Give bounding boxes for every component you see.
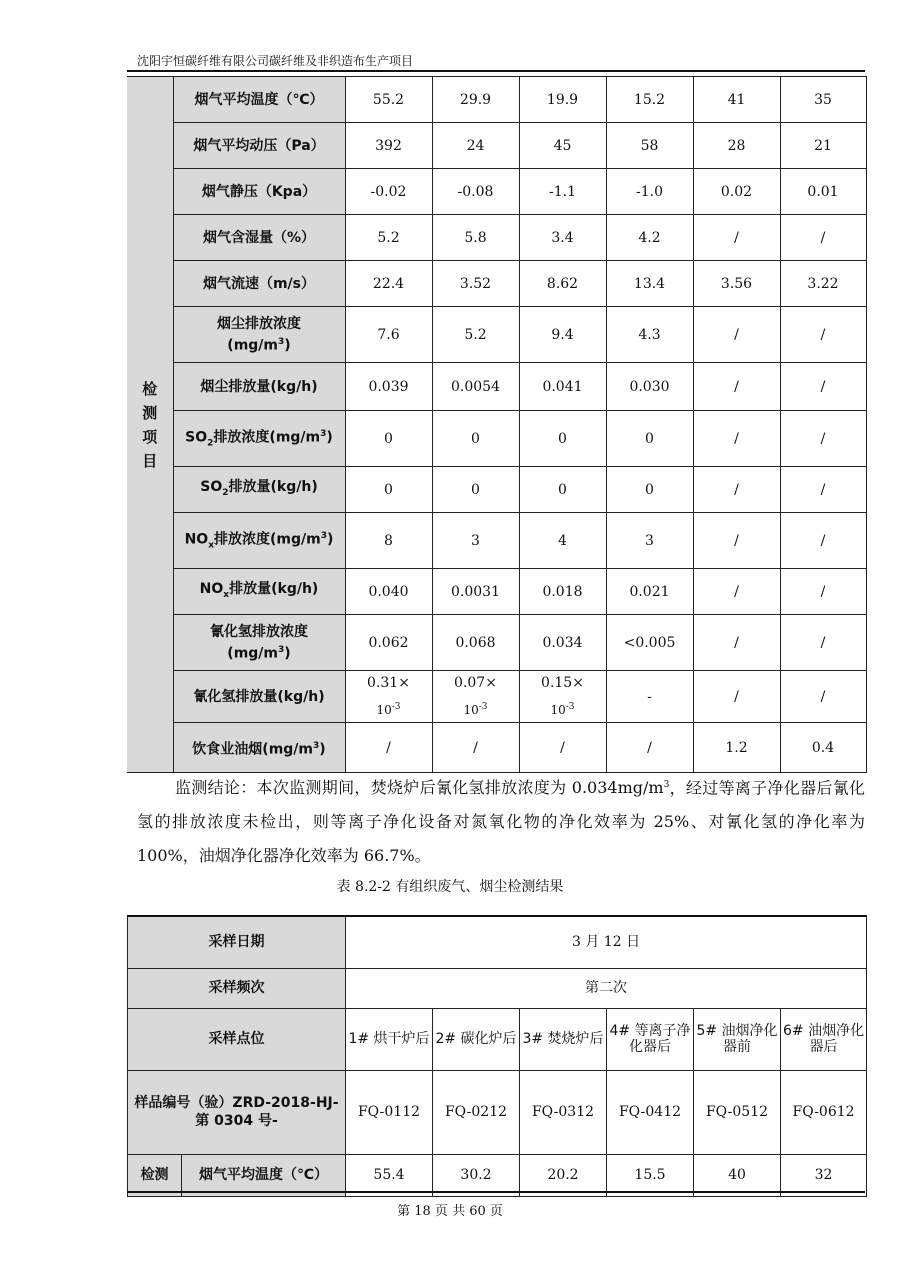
table-cell: 3.52 bbox=[432, 261, 519, 307]
table-cell: 392 bbox=[345, 123, 432, 169]
table-cell: -1.1 bbox=[519, 169, 606, 215]
table-cell: / bbox=[432, 723, 519, 773]
row-label-part: ) bbox=[326, 429, 333, 446]
sample-point-cell: 5# 油烟净化器前 bbox=[694, 1008, 781, 1070]
sample-point-cell: 2# 碳化炉后 bbox=[433, 1008, 520, 1070]
sample-number-cell: FQ-0312 bbox=[520, 1070, 607, 1154]
table-cell: / bbox=[606, 723, 693, 773]
table-cell: 0 bbox=[345, 467, 432, 513]
sample-point-label: 采样点位 bbox=[128, 1008, 346, 1070]
table-row bbox=[127, 467, 866, 513]
row-label-part: 3 bbox=[278, 336, 285, 347]
conclusion-paragraph bbox=[137, 768, 865, 873]
side-label-char: 目 bbox=[142, 451, 158, 470]
table-cell: / bbox=[780, 307, 866, 363]
conclusion-part2: ，经过等离子净化器后氰化氢的排放浓度未检出，则等离子净化设备对氮氧化物的净化效率为 25%、对氰化氢的净化率为 100%，油烟净化器净化效率为 66.7%。 bbox=[137, 778, 865, 866]
table-cell: / bbox=[693, 307, 780, 363]
table-cell: 3 bbox=[606, 513, 693, 569]
footer-rule bbox=[127, 1191, 865, 1193]
page-footer: 第 18 页 共 60 页 bbox=[397, 1204, 503, 1219]
row-label bbox=[173, 261, 345, 307]
row-label-part: 烟尘排放量(kg/h) bbox=[200, 378, 318, 395]
table-cell: 3 bbox=[432, 513, 519, 569]
row-label-part: 烟尘排放浓度 bbox=[217, 315, 301, 332]
temp-cell: 15.5 bbox=[607, 1154, 694, 1196]
cell-exponent: -3 bbox=[391, 702, 401, 712]
table-row bbox=[127, 215, 866, 261]
table-row bbox=[127, 123, 866, 169]
conclusion-part1: 监测结论：本次监测期间，焚烧炉后氰化氢排放浓度为 0.034mg/m bbox=[175, 778, 664, 798]
row-label-part: ) bbox=[284, 337, 291, 354]
temp-cell: 32 bbox=[781, 1154, 867, 1196]
table-cell: 24 bbox=[432, 123, 519, 169]
row-label bbox=[173, 723, 345, 773]
table-cell: / bbox=[693, 363, 780, 411]
table-cell: 8.62 bbox=[519, 261, 606, 307]
row-label-part: 氰化氢排放量(kg/h) bbox=[193, 688, 325, 705]
row-label-part: ) bbox=[327, 531, 334, 548]
row-label-part: 烟气平均动压（Pa） bbox=[193, 137, 325, 154]
row-label-part: 2 bbox=[222, 487, 229, 498]
cell-base bbox=[433, 695, 519, 722]
row-label bbox=[173, 363, 345, 411]
row-label-part: 排放量(kg/h) bbox=[228, 478, 318, 495]
table-cell: 0.030 bbox=[606, 363, 693, 411]
detect-label: 检测 bbox=[128, 1154, 182, 1196]
row-label-part: 排放浓度(mg/m bbox=[213, 429, 321, 446]
table-cell: 5.2 bbox=[345, 215, 432, 261]
table-cell: 7.6 bbox=[345, 307, 432, 363]
row-label-part: 排放浓度(mg/m bbox=[214, 531, 321, 548]
table-cell: / bbox=[780, 513, 866, 569]
row-label-part: ) bbox=[319, 741, 326, 758]
table-cell: / bbox=[693, 215, 780, 261]
table-cell: <0.005 bbox=[606, 615, 693, 671]
table-cell: -0.08 bbox=[432, 169, 519, 215]
row-label bbox=[173, 77, 345, 123]
row-label-part: NO bbox=[199, 580, 224, 597]
table-cell: 35 bbox=[780, 77, 866, 123]
table-cell: - bbox=[606, 671, 693, 723]
table-cell: 0 bbox=[432, 467, 519, 513]
table-cell: -1.0 bbox=[606, 169, 693, 215]
temp-cell: 20.2 bbox=[520, 1154, 607, 1196]
table-cell: / bbox=[780, 569, 866, 615]
table-cell: 28 bbox=[693, 123, 780, 169]
cell-base-num: 10 bbox=[550, 703, 566, 717]
row-label bbox=[173, 123, 345, 169]
table-cell: 0.01 bbox=[780, 169, 866, 215]
table-cell: / bbox=[693, 467, 780, 513]
table-row bbox=[127, 307, 866, 363]
detection-items-side-label bbox=[127, 77, 173, 773]
table-cell: 4.2 bbox=[606, 215, 693, 261]
sample-date-value: 3 月 12 日 bbox=[346, 916, 867, 968]
table-cell: 29.9 bbox=[432, 77, 519, 123]
row-label-part: 饮食业油烟(mg/m bbox=[192, 741, 314, 758]
row-label bbox=[173, 411, 345, 467]
table-row bbox=[127, 723, 866, 773]
table-row bbox=[127, 261, 866, 307]
table-row bbox=[127, 169, 866, 215]
table-cell: 0.0031 bbox=[432, 569, 519, 615]
row-label-part: 烟气流速（m/s） bbox=[202, 275, 316, 292]
table-cell: 0 bbox=[519, 411, 606, 467]
temp-label: 烟气平均温度（℃） bbox=[182, 1154, 346, 1196]
table-cell: 0.018 bbox=[519, 569, 606, 615]
row-label-part: 排放量(kg/h) bbox=[229, 580, 319, 597]
row-label-part: 3 bbox=[313, 740, 320, 751]
table-cell: 1.2 bbox=[693, 723, 780, 773]
table-cell: / bbox=[780, 363, 866, 411]
table-cell: / bbox=[780, 467, 866, 513]
row-label-part: SO bbox=[185, 429, 208, 446]
sample-number-cell: FQ-0412 bbox=[607, 1070, 694, 1154]
table-cell: 0.062 bbox=[345, 615, 432, 671]
table-cell: 3.22 bbox=[780, 261, 866, 307]
row-label-part: 烟气含湿量（%） bbox=[202, 229, 316, 246]
row-label-part: 氰化氢排放浓度 bbox=[210, 623, 308, 640]
table-cell: 0 bbox=[432, 411, 519, 467]
sample-number-cell: FQ-0612 bbox=[781, 1070, 867, 1154]
table-cell: 13.4 bbox=[606, 261, 693, 307]
row-label-part: 2 bbox=[207, 438, 214, 449]
row-label bbox=[173, 569, 345, 615]
table-cell: 21 bbox=[780, 123, 866, 169]
table-cell: / bbox=[693, 615, 780, 671]
side-label-char: 项 bbox=[142, 427, 158, 446]
cell-mantissa: 0.07× bbox=[454, 675, 497, 691]
table-cell: 0.034 bbox=[519, 615, 606, 671]
table-cell: / bbox=[519, 723, 606, 773]
table-caption: 表 8.2-2 有组织废气、烟尘检测结果 bbox=[336, 879, 564, 895]
table-cell: 3.56 bbox=[693, 261, 780, 307]
table-cell: / bbox=[693, 671, 780, 723]
sample-point-cell: 6# 油烟净化器后 bbox=[781, 1008, 867, 1070]
table-cell: 15.2 bbox=[606, 77, 693, 123]
row-label-part: ) bbox=[284, 645, 291, 662]
row-label bbox=[173, 169, 345, 215]
table-cell bbox=[432, 671, 519, 723]
row-label-part: 3 bbox=[320, 428, 327, 439]
sample-number-label: 样品编号（验）ZRD-2018-HJ-第 0304 号- bbox=[128, 1070, 346, 1154]
cell-exponent: -3 bbox=[478, 702, 488, 712]
table-cell: 0.021 bbox=[606, 569, 693, 615]
row-label-part: x bbox=[223, 589, 230, 600]
table-cell: 0.4 bbox=[780, 723, 866, 773]
table-cell: 55.2 bbox=[345, 77, 432, 123]
row-label-part: (mg/m bbox=[227, 645, 279, 662]
sample-point-cell: 3# 焚烧炉后 bbox=[520, 1008, 607, 1070]
temp-cell: 30.2 bbox=[433, 1154, 520, 1196]
row-label bbox=[173, 467, 345, 513]
table-cell: 5.2 bbox=[432, 307, 519, 363]
side-label-char: 测 bbox=[142, 403, 158, 422]
table-cell bbox=[345, 671, 432, 723]
table-cell: 8 bbox=[345, 513, 432, 569]
table-row bbox=[127, 615, 866, 671]
table-row bbox=[127, 363, 866, 411]
table-cell: 0.041 bbox=[519, 363, 606, 411]
table-cell: / bbox=[780, 215, 866, 261]
sample-number-cell: FQ-0112 bbox=[346, 1070, 433, 1154]
table-cell: 0 bbox=[345, 411, 432, 467]
table-cell: / bbox=[693, 513, 780, 569]
table-cell: 0.068 bbox=[432, 615, 519, 671]
table-cell: / bbox=[780, 671, 866, 723]
row-label-part: NO bbox=[184, 531, 209, 548]
table-cell: 0.039 bbox=[345, 363, 432, 411]
sample-freq-value: 第二次 bbox=[346, 968, 867, 1008]
row-label bbox=[173, 615, 345, 671]
table-cell: 0.040 bbox=[345, 569, 432, 615]
table-cell: 5.8 bbox=[432, 215, 519, 261]
cell-base-num: 10 bbox=[463, 703, 479, 717]
table-cell: 19.9 bbox=[519, 77, 606, 123]
temp-cell: 55.4 bbox=[346, 1154, 433, 1196]
sample-point-cell: 4# 等离子净化器后 bbox=[607, 1008, 694, 1070]
header-rule bbox=[127, 70, 865, 72]
row-label bbox=[173, 307, 345, 363]
row-label-part: 烟气静压（Kpa） bbox=[201, 183, 317, 200]
sample-point-cell: 1# 烘干炉后 bbox=[346, 1008, 433, 1070]
sample-freq-label: 采样频次 bbox=[128, 968, 346, 1008]
row-label-part: 3 bbox=[320, 530, 327, 541]
cell-base-num: 10 bbox=[376, 703, 392, 717]
temp-cell: 40 bbox=[694, 1154, 781, 1196]
table-cell: 0.02 bbox=[693, 169, 780, 215]
table-cell: 3.4 bbox=[519, 215, 606, 261]
row-label-part: (mg/m bbox=[227, 337, 279, 354]
table-cell: 0 bbox=[519, 467, 606, 513]
table-cell: / bbox=[693, 569, 780, 615]
cell-base bbox=[520, 695, 606, 722]
table-cell: 9.4 bbox=[519, 307, 606, 363]
table-cell: / bbox=[693, 411, 780, 467]
sample-number-cell: FQ-0212 bbox=[433, 1070, 520, 1154]
table-cell: 0 bbox=[606, 467, 693, 513]
table-cell: 0.0054 bbox=[432, 363, 519, 411]
cell-mantissa: 0.15× bbox=[541, 675, 584, 691]
table-cell bbox=[519, 671, 606, 723]
row-label-part: x bbox=[208, 540, 215, 551]
row-label-part: 烟气平均温度（℃） bbox=[194, 91, 324, 108]
table-row bbox=[127, 671, 866, 723]
table-cell: 58 bbox=[606, 123, 693, 169]
conclusion-sup: 3 bbox=[663, 780, 670, 790]
table-cell: -0.02 bbox=[345, 169, 432, 215]
table-cell: / bbox=[780, 615, 866, 671]
sample-number-cell: FQ-0512 bbox=[694, 1070, 781, 1154]
table-cell: / bbox=[345, 723, 432, 773]
table-cell: 45 bbox=[519, 123, 606, 169]
page-header: 沈阳宇恒碳纤维有限公司碳纤维及非织造布生产项目 bbox=[137, 54, 414, 68]
detection-table-continued bbox=[127, 76, 867, 773]
row-label-part: 3 bbox=[278, 644, 285, 655]
cell-exponent: -3 bbox=[565, 702, 575, 712]
table-row bbox=[127, 411, 866, 467]
row-label-part: SO bbox=[200, 478, 223, 495]
table-cell: 41 bbox=[693, 77, 780, 123]
row-label bbox=[173, 215, 345, 261]
table-cell: 4.3 bbox=[606, 307, 693, 363]
row-label bbox=[173, 513, 345, 569]
table-cell: 22.4 bbox=[345, 261, 432, 307]
cell-base bbox=[346, 695, 432, 722]
table-row bbox=[127, 513, 866, 569]
table-cell: 4 bbox=[519, 513, 606, 569]
sample-date-label: 采样日期 bbox=[128, 916, 346, 968]
cell-mantissa: 0.31× bbox=[367, 675, 410, 691]
table-row bbox=[127, 569, 866, 615]
table-cell: 0 bbox=[606, 411, 693, 467]
detection-table-2 bbox=[127, 915, 867, 1197]
side-label-char: 检 bbox=[142, 379, 158, 398]
row-label bbox=[173, 671, 345, 723]
table-cell: / bbox=[780, 411, 866, 467]
table-row bbox=[127, 77, 866, 123]
